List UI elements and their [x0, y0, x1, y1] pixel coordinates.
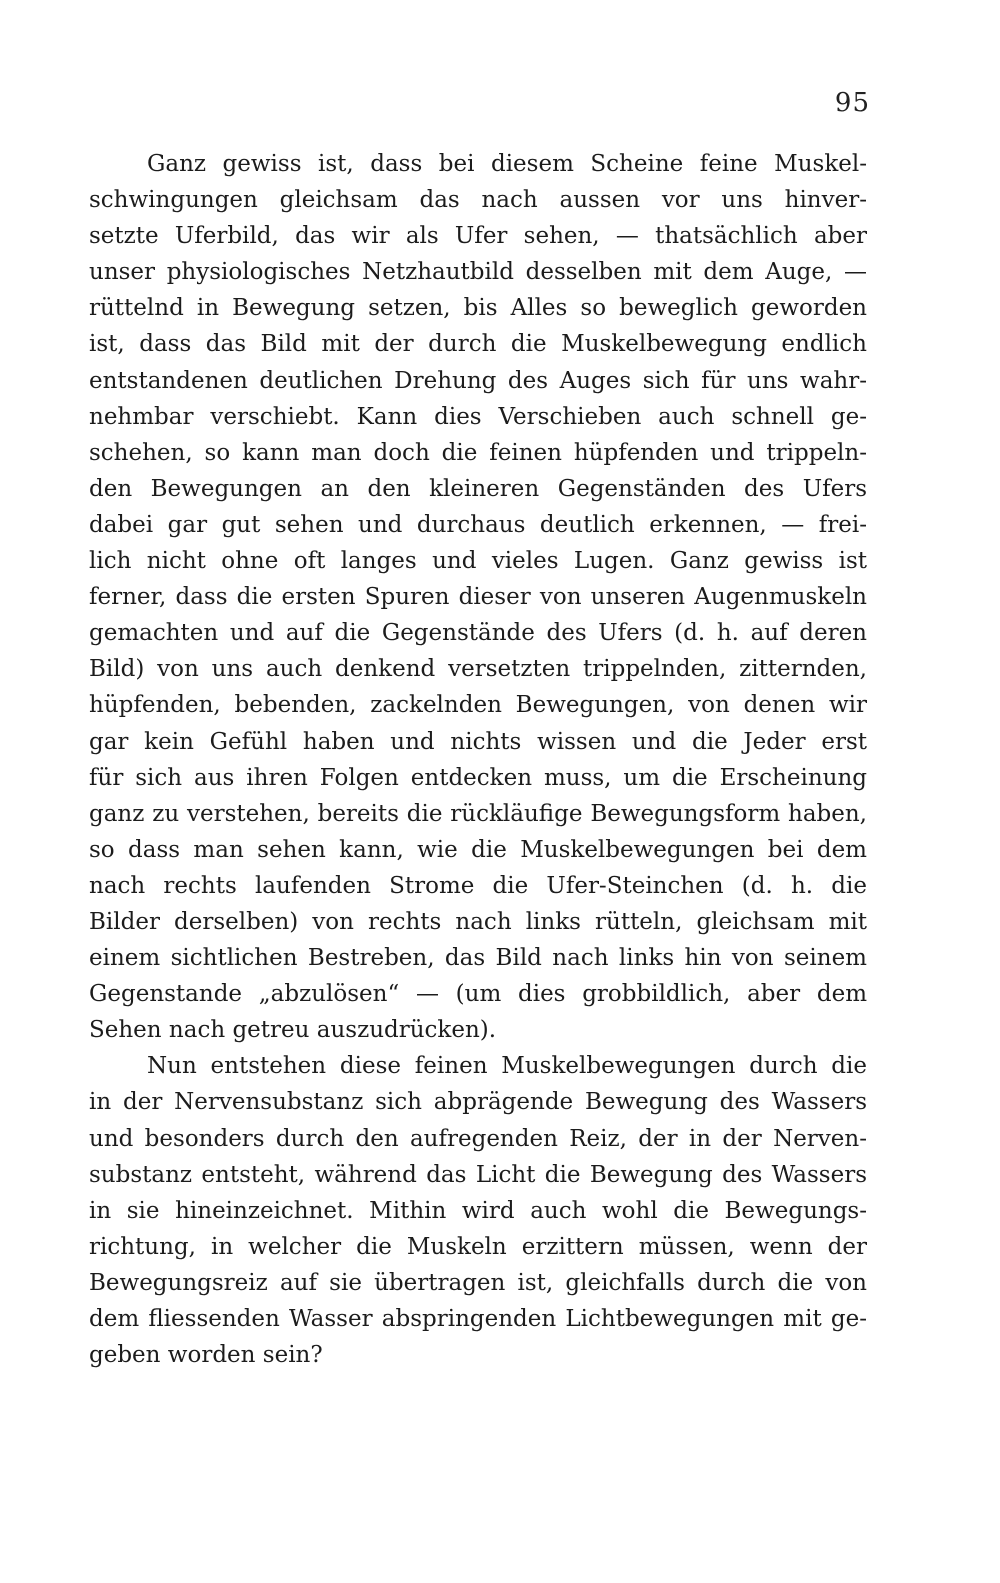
text-line: ganz zu verstehen, bereits die rückläufige Bewegungsform haben, [89, 800, 867, 827]
body-text [89, 146, 867, 1373]
text-line: Bild) von uns auch denkend versetzten trippelnden, zitternden, [89, 656, 867, 683]
text-line: geben worden sein? [89, 1342, 323, 1369]
text-line: in sie hineinzeichnet. Mithin wird auch wohl die Bewegungs- [89, 1197, 867, 1224]
text-line: gar kein Gefühl haben und nichts wissen und die Jeder erst [89, 728, 867, 755]
text-line: Bewegungsreiz auf sie übertragen ist, gleichfalls durch die von [89, 1269, 867, 1296]
text-line: Nun entstehen diese feinen Muskelbewegungen durch die [147, 1053, 867, 1080]
text-line: in der Nervensubstanz sich abprägende Bewegung des Wassers [89, 1089, 867, 1116]
text-line: rüttelnd in Bewegung setzen, bis Alles so beweglich geworden [89, 295, 867, 322]
text-line: den Bewegungen an den kleineren Gegenständen des Ufers [89, 475, 867, 502]
text-line: so dass man sehen kann, wie die Muskelbewegungen bei dem [89, 836, 867, 863]
text-line: schwingungen gleichsam das nach aussen vor uns hinver- [89, 187, 867, 214]
text-line: unser physiologisches Netzhautbild desselben mit dem Auge, — [89, 259, 867, 286]
text-line: für sich aus ihren Folgen entdecken muss, um die Erscheinung [89, 764, 867, 791]
text-line: schehen, so kann man doch die feinen hüpfenden und trippeln- [89, 439, 867, 466]
text-line: substanz entsteht, während das Licht die Bewegung des Wassers [89, 1161, 867, 1188]
text-line: hüpfenden, bebenden, zackelnden Bewegungen, von denen wir [89, 692, 867, 719]
text-line: ist, dass das Bild mit der durch die Muskelbewegung endlich [89, 331, 867, 358]
text-line: entstandenen deutlichen Drehung des Auges sich für uns wahr- [89, 367, 867, 394]
text-line: Ganz gewiss ist, dass bei diesem Scheine feine Muskel- [147, 151, 867, 177]
text-line: dabei gar gut sehen und durchaus deutlich erkennen, — frei- [89, 511, 867, 538]
text-line: richtung, in welcher die Muskeln erzittern müssen, wenn der [89, 1233, 867, 1260]
text-line: Sehen nach getreu auszudrücken). [89, 1017, 497, 1044]
text-line: gemachten und auf die Gegenstände des Ufers (d. h. auf deren [89, 620, 867, 647]
text-line: und besonders durch den aufregenden Reiz, der in der Nerven- [89, 1125, 867, 1152]
text-line: setzte Uferbild, das wir als Ufer sehen, — thatsächlich aber [89, 223, 867, 250]
text-line: nach rechts laufenden Strome die Ufer-Steinchen (d. h. die [89, 872, 867, 899]
text-line: lich nicht ohne oft langes und vieles Lugen. Ganz gewiss ist [89, 548, 867, 575]
text-line: Gegenstande „abzulösen“ — (um dies grobbildlich, aber dem [89, 981, 867, 1008]
text-line: dem fliessenden Wasser abspringenden Lichtbewegungen mit ge- [89, 1306, 867, 1332]
paragraph-1 [89, 146, 867, 1048]
text-line: Bilder derselben) von rechts nach links rütteln, gleichsam mit [89, 908, 867, 935]
paragraph-2 [89, 1048, 867, 1373]
text-line: ferner, dass die ersten Spuren dieser von unseren Augenmuskeln [89, 584, 867, 611]
page-number: 95 [834, 88, 870, 118]
text-line: nehmbar verschiebt. Kann dies Verschieben auch schnell ge- [89, 403, 867, 430]
text-line: einem sichtlichen Bestreben, das Bild nach links hin von seinem [89, 945, 867, 972]
